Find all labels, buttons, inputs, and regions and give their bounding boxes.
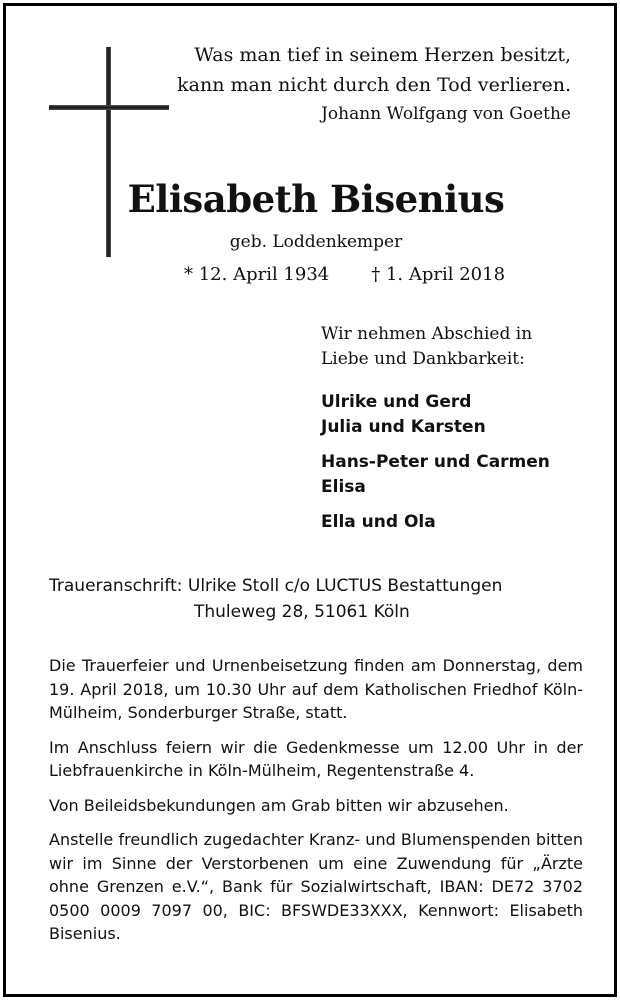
- goethe-quote: [177, 40, 571, 100]
- paragraph-ceremony: Die Trauerfeier und Urnenbeisetzung finden am Donnerstag, dem 19. April 2018, um 10.30 Uhr auf dem Katholischen Friedhof Köln-Mülheim, Sonderburger Straße, statt.: [49, 656, 583, 722]
- paragraph-donation: Anstelle freundlich zugedachter Kranz- und Blumenspenden bitten wir im Sinne der Verstorbenen um eine Zuwendung für „Ärzte ohne Grenzen e.V.“, Bank für Sozialwirtschaft, IBAN: DE72 3702 0500 0009 7097 00, BIC: BFSWDE33XXX, Kennwort: Elisabeth Bisenius.: [49, 830, 583, 943]
- cross-horizontal-beam: [49, 105, 169, 110]
- address-line-2: Thuleweg 28, 51061 Köln: [194, 602, 410, 622]
- quote-line-1: Was man tief in seinem Herzen besitzt,: [194, 44, 571, 66]
- obituary-frame: [3, 3, 617, 997]
- cross-vertical-beam: [106, 47, 111, 257]
- paragraph-condolences: Von Beileidsbekundungen am Grab bitten wir abzusehen.: [49, 795, 509, 815]
- mourning-address: [49, 573, 502, 625]
- farewell-text: [321, 322, 532, 372]
- mourners-list: [321, 390, 550, 545]
- life-dates: [184, 262, 505, 288]
- quote-line-2: kann man nicht durch den Tod verlieren.: [177, 74, 571, 96]
- mourner-name: Julia und Karsten: [321, 417, 486, 437]
- mourner-group: [321, 450, 550, 500]
- paragraph-memorial-mass: Im Anschluss feiern wir die Gedenkmesse um 12.00 Uhr in der Liebfrauenkirche in Köln-Mülheim, Regentenstraße 4.: [49, 737, 583, 780]
- mourner-group: [321, 390, 550, 440]
- funeral-details: [49, 654, 583, 957]
- mourner-name: Ulrike und Gerd: [321, 392, 472, 412]
- mourner-group: [321, 510, 550, 535]
- birth-date: * 12. April 1934: [184, 264, 330, 285]
- farewell-line-2: Liebe und Dankbarkeit:: [321, 349, 525, 369]
- quote-author: Johann Wolfgang von Goethe: [321, 104, 571, 124]
- mourner-name: Hans-Peter und Carmen: [321, 452, 550, 472]
- death-date: † 1. April 2018: [371, 264, 506, 285]
- deceased-name: Elisabeth Bisenius: [127, 177, 505, 221]
- birth-name: geb. Loddenkemper: [229, 232, 403, 252]
- address-line-1: Traueranschrift: Ulrike Stoll c/o LUCTUS Bestattungen: [49, 576, 503, 596]
- farewell-line-1: Wir nehmen Abschied in: [321, 324, 533, 344]
- mourner-name: Elisa: [321, 477, 366, 497]
- mourner-name: Ella und Ola: [321, 512, 436, 532]
